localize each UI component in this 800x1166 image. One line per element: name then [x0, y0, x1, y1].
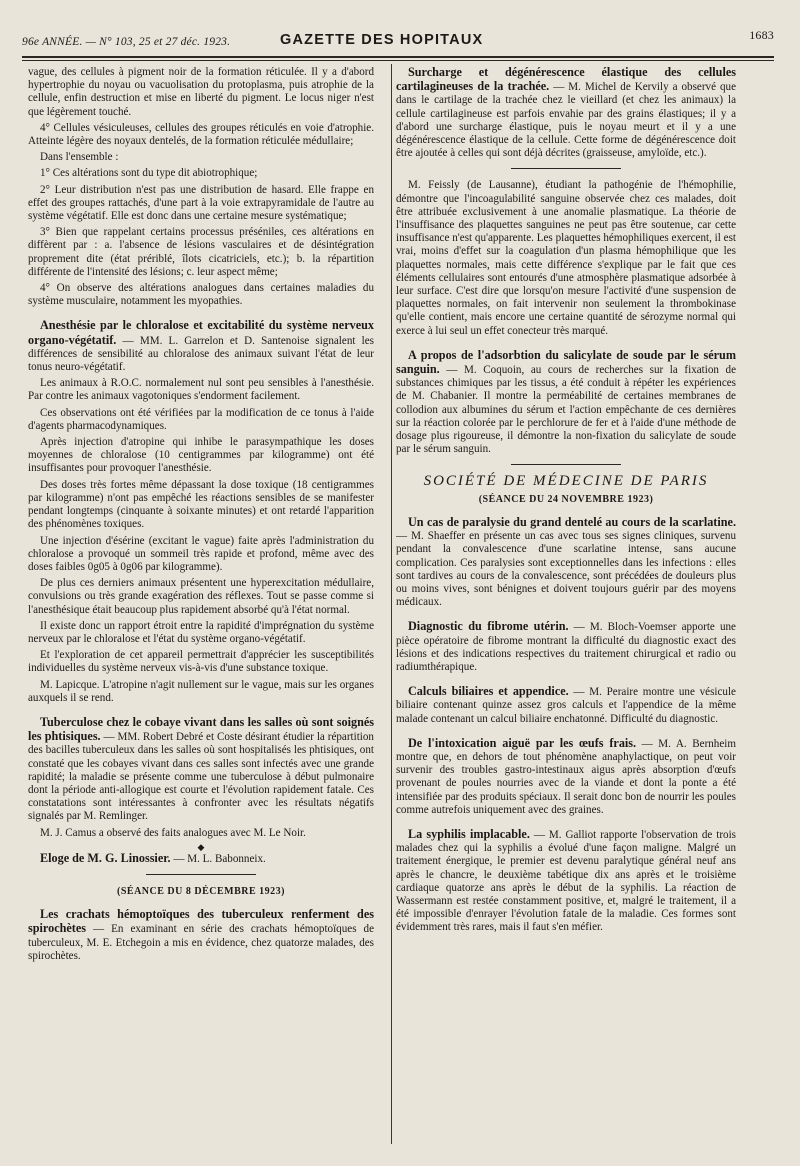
paragraph: Des doses très fortes même dépassant la dose toxique (18 centigrammes par kilogramme) n'ont pas empêché les réactions sensibles de se manifester pendant longtemps (cinquante à soixante minutes) et ont retardé l'apparition des phénomènes toxiques.	[28, 478, 374, 531]
left-column	[28, 66, 374, 1156]
header-rule	[22, 56, 774, 58]
page-header	[22, 28, 774, 56]
paragraph: 1° Ces altérations sont du type dit abiotrophique;	[40, 167, 258, 180]
article-title: Calculs biliaires et appendice.	[408, 684, 569, 699]
paragraph: Après injection d'atropine qui inhibe le parasympathique les doses moyennes de chloralose (10 centigrammes par kilogramme) ont été insuffisantes pour provoquer l'anesthésie.	[28, 436, 374, 475]
article-title: Eloge de M. G. Linossier.	[40, 850, 171, 865]
paragraph: vague, des cellules à pigment noir de la formation réticulée. Il y a d'abord hypertrophie du noyau ou vacuolisation du protoplasma, puis atrophie de la cellule, enfin destruction et mise en liberté du pigment. Le locus niger n'est que légèrement touché.	[28, 66, 374, 118]
paragraph: Et l'exploration de cet appareil permettrait d'apprécier les susceptibilités individuelles du système nerveux vis-à-vis d'une substance toxique.	[28, 649, 374, 675]
seance-heading: (SÉANCE DU 24 NOVEMBRE 1923)	[478, 493, 654, 505]
article-title: Surcharge et dégénérescence élastique des cellules cartilagineuses de la trachée.	[396, 66, 736, 94]
article-authors: — MM. L. Garrelon et D. Santenoise	[122, 334, 310, 347]
article-title: Les crachats hémoptoïques des tuberculeux renferment des spirochètes	[28, 907, 374, 936]
header-rule-thin	[22, 60, 774, 61]
article-title: Un cas de paralysie du grand dentelé au cours de la scarlatine.	[408, 514, 736, 529]
article-paralysie	[396, 516, 736, 609]
paragraph: Dans l'ensemble :	[40, 151, 119, 164]
paragraph: 4° Cellules vésiculeuses, cellules des groupes réticulés en voie d'atrophie. Atteinte légère des noyaux dentelés, de la formation réticulée médullaire;	[28, 121, 374, 148]
article-anesthesie	[28, 319, 374, 374]
right-column	[396, 66, 736, 1156]
column-divider	[391, 64, 392, 1144]
article-title: A propos de l'adsorbtion du salicylate de soude par le sérum sanguin.	[396, 347, 736, 377]
article-surcharge	[396, 66, 736, 160]
article-tuberculose	[28, 716, 374, 824]
paragraph: Ces observations ont été vérifiées par la modification de ce tonus à l'aide d'agents pharmacodynamiques.	[28, 406, 374, 432]
journal-title: GAZETTE DES HOPITAUX	[280, 32, 484, 48]
article-salicylate	[396, 349, 736, 457]
paragraph: 2° Leur distribution n'est pas une distribution de hasard. Elle frappe en effet des groupes rattachés, d'une part à la voie extrapyramidale de l'autre au système végétatif. Elle est donc dans une certaine mesure systématique;	[28, 183, 374, 223]
article-authors: — M. L. Babonneix.	[173, 852, 266, 865]
article-text: — M. Shaeffer en présente un cas avec tous ses signes cliniques, survenu pendant la convalescence d'une scarlatine intense, sans aucune complication. Ces paralysies sont exceptionnelles dans les infections : elles sont tardives au cours de la convalescence, sont précédées de douleurs plus ou moins vives, sont bénignes et doivent toujours guérir par des moyens médicaux.	[396, 530, 736, 609]
article-text: — En examinant en série des crachats hémoptoïques de tuberculeux, M. E. Etchegoin a mis en évidence, chez quatorze malades, des spirochètes.	[28, 923, 374, 962]
paragraph: M. J. Camus a observé des faits analogues avec M. Le Noir.	[40, 826, 306, 839]
article-text: — M. Galliot rapporte l'observation de trois malades chez qui la syphilis a évolué d'une façon maligne. Malgré un traitement énergique, le premier est devenu paralytique général neuf ans après le chancre, le deuxième tabétique dix ans après et le troisième cardiaque quatorze ans après le début de la syphilis. La réaction de Wassermann est restée constamment positive, et, malgré le traitement, il a été impossible d'enrayer l'évolution fatale de la maladie. Ces formes sont évidemment très rares, mais il faut s'en méfier.	[396, 828, 736, 934]
article-title: Tuberculose chez le cobaye vivant dans les salles où sont soignés les phtisiques.	[28, 714, 374, 744]
article-authors: — MM. Robert Debré et Coste	[103, 731, 243, 744]
paragraph: De plus ces derniers animaux présentent une hyperexcitation médullaire, convulsions ou très grande exagération des réflexes. Tout se passe comme si l'anesthésique était beaucoup plus rapidement absorbé qu'à l'état normal.	[28, 577, 374, 616]
paragraph: M. Lapicque. L'atropine n'agit nullement sur le vague, mais sur les organes auxquels il se rend.	[28, 678, 374, 704]
article-text: signalent les différences de sensibilité au chloralose des animaux suivant l'état de leur tonus neuro-végétatif.	[28, 334, 374, 374]
paragraph: Une injection d'ésérine (excitant le vague) faite après l'administration du chloralose a provoqué un sommeil très rapide et profond, même avec des doses faibles 0g05 à 0g06 par kilogramme).	[28, 534, 374, 573]
paragraph: Il existe donc un rapport étroit entre la rapidité d'imprégnation du système nerveux par le chloralose et l'état du système organo-végétatif.	[28, 619, 374, 645]
article-text: — M. Coquoin, au cours de recherches sur la fixation de substances chimiques par les tissus, a été conduit à répéter les expériences de M. Chabanier. Il montre la perméabilité de certaines membranes de collodion aux albumines du sérum et l'action empêchante de ces dernières sur la réaction colorée par le perchlorure de fer et à l'aide d'une méthode de dosage plus rigoureuse, il démontre la non-fixation du salicylate de soude par le sérum sanguin.	[396, 364, 736, 456]
article-text: désirant étudier la répartition des bacilles tuberculeux dans les salles où sont hospitalisés les phtisiques, ont constaté que les cobayes vivant dans ces salles sont infectés avec une grande rapidité; la maladie se présente comme une tuberculose à début pulmonaire dont la période anti-allogique est courte et l'évolution rapidement fatale. Ces constatations sont intéressantes à confronter avec les résultats négatifs signalés par M. Remlinger.	[28, 731, 374, 823]
article-text: — M. Bloch-Voemser apporte une pièce opératoire de fibrome montrant la difficulté du diagnostic exact des lésions et des indications respectives du traitement chirurgical et radio ou radiumthérapique.	[396, 621, 736, 673]
section-rule	[146, 874, 256, 875]
article-hemophilie: M. Feissly (de Lausanne), étudiant la pathogénie de l'hémophilie, démontre que l'incoagulabilité sanguine observée chez ces malades, doit être attribuée exclusivement à une anomalie plasmatique. La théorie de l'insuffisance des plaquettes sanguines ne peut pas être soutenue, car cette insuffisance n'est qu'apparente. Les plaquettes hémophiliques exercent, il est vrai, moins d'effet sur la coagulation d'un plasma hémophilique que les plaquettes normales, mais cette différence s'explique par le fait que ces éléments cellulaires sont entourés d'une atmosphère plasmatique adsorbée à leur surface. C'est dire que lorsqu'on mesure l'activité d'une suspension de plaquettes normales, on fait intervenir non seulement la thrombokinase qu'elle contient, mais encore une certaine quantité de sérozyme normal qui exerce à lui seul un effet conecteur très marqué.	[396, 179, 736, 337]
separator-ornament: ◆	[197, 841, 205, 852]
article-title: De l'intoxication aiguë par les œufs frais.	[408, 735, 637, 750]
article-title: La syphilis implacable.	[408, 826, 530, 841]
section-rule	[511, 168, 621, 169]
article-crachats	[28, 908, 374, 963]
paragraph: 3° Bien que rappelant certains processus préséniles, ces altérations en diffèrent par : a. l'absence de lésions vasculaires et de désintégration proprement dite (état prériblé, îlots cicatriciels, etc.); b. la répartition différente de l'intensité des lésions; c. leur aspect même;	[28, 226, 374, 278]
society-heading: SOCIÉTÉ DE MÉDECINE DE PARIS	[423, 473, 709, 490]
seance-heading: (SÉANCE DU 8 DÉCEMBRE 1923)	[117, 885, 285, 897]
issue-line: 96e ANNÉE. — N° 103, 25 et 27 déc. 1923.	[22, 36, 231, 48]
paragraph: Les animaux à R.O.C. normalement nul sont peu sensibles à l'anesthésie. Par contre les animaux vagotoniques s'endorment facilement.	[28, 377, 374, 403]
article-intoxication	[396, 737, 736, 817]
paragraph: 4° On observe des altérations analogues dans certaines maladies du système musculaire, notamment les myopathies.	[28, 282, 374, 308]
page-number: 1683	[749, 28, 774, 42]
article-calculs	[396, 685, 736, 726]
article-title: Anesthésie par le chloralose et excitabilité du système nerveux organo-végétatif.	[28, 318, 374, 347]
article-fibrome	[396, 620, 736, 674]
article-text: — M. Michel de Kervily a observé que dans le cartilage de la trachée chez le vieillard (et chez les animaux) la cellule cartilagineuse est parfois envahie par des grains élastiques; il y a d'abord une surcharge élastique, puis le noyau meurt et il y a une dégénérescence élastique de la cellule. Cette forme de dégénérescence doit être ajoutée à celles qui sont déjà décrites (graisseuse, amyloïde, etc.).	[396, 81, 736, 160]
article-title: Diagnostic du fibrome utérin.	[408, 619, 569, 634]
section-rule	[511, 464, 621, 465]
article-syphilis	[396, 828, 736, 935]
article-text: — M. Peraire montre une vésicule biliaire contenant quinze assez gros calculs et l'appendice de la même malade contenant un calcul biliaire enchatonné. Difficulté du diagnostic.	[396, 686, 736, 725]
article-text: — M. A. Bernheim montre que, en dehors de tout phénomène anaphylactique, on peut voir survenir des troubles gastro-intestinaux aigus après absorption d'œufs provenant de poules nourries avec de la viande et dont la ponte a été intensifiée par des produits spéciaux. Il serait donc bon de nourrir les poules comme autrefois uniquement avec des graines.	[396, 737, 736, 816]
article-eloge	[28, 852, 374, 866]
